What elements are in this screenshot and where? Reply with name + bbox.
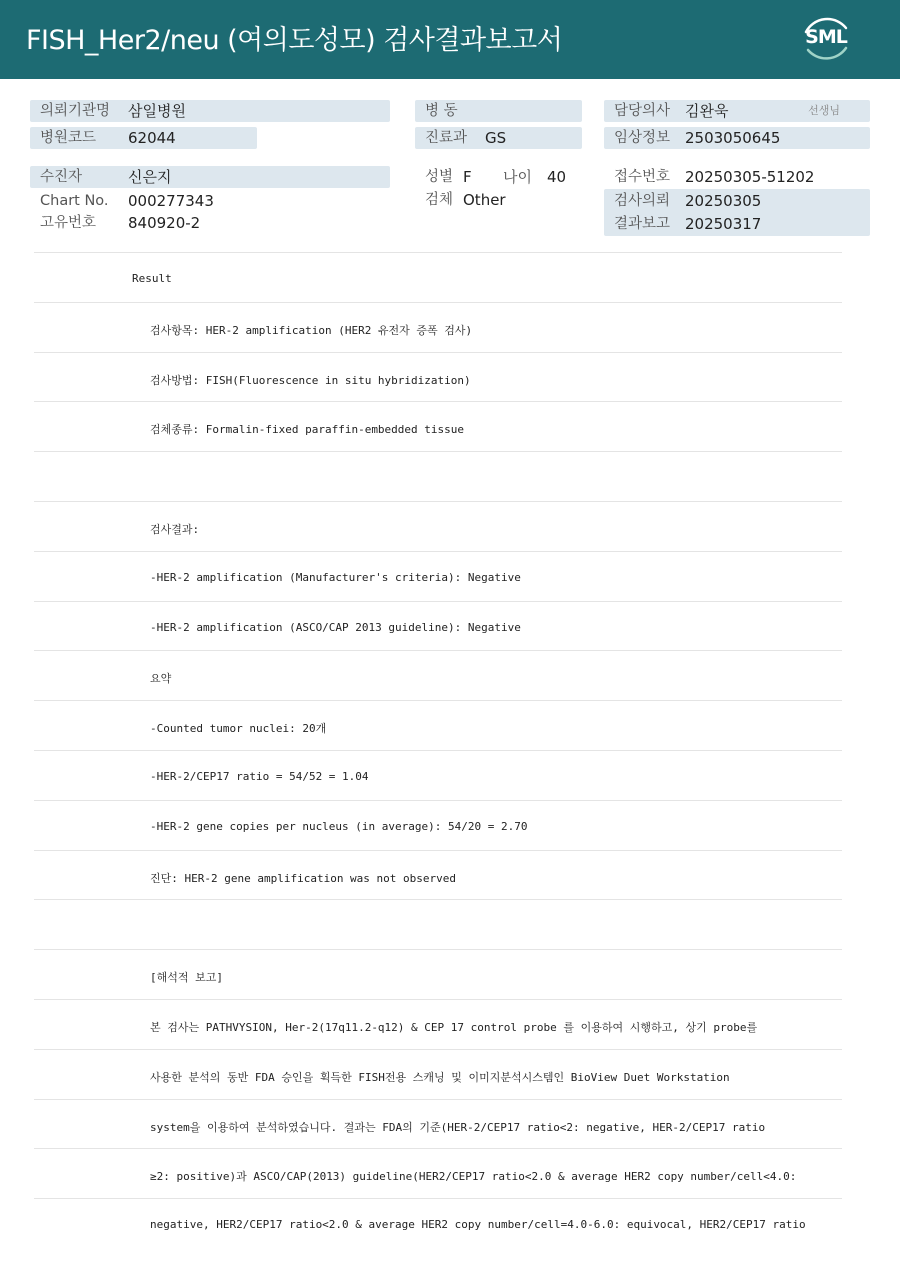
result-row-text: Result [132, 272, 172, 285]
result-row [34, 700, 842, 750]
chart-no-field [30, 190, 390, 212]
result-row-text: 검사결과: [150, 522, 200, 536]
unique-no-value: 840920-2 [128, 214, 201, 232]
request-date-field [604, 189, 870, 236]
sml-logo [796, 10, 856, 68]
result-row [34, 451, 842, 501]
doctor-value: 김완욱 [685, 102, 729, 120]
result-row-text: 진단: HER-2 gene amplification was not observed [150, 871, 457, 885]
report-header [0, 0, 900, 79]
unique-no-field [30, 212, 390, 234]
department-value: GS [485, 129, 507, 147]
receipt-no-value: 20250305-51202 [685, 168, 815, 186]
receipt-no-field [604, 166, 870, 188]
result-row [34, 601, 842, 651]
department-label: 진료과 [425, 130, 468, 146]
result-body [34, 252, 842, 1248]
result-row [34, 401, 842, 451]
result-row [34, 850, 842, 900]
result-row [34, 252, 842, 302]
result-row-text: 요약 [150, 672, 172, 686]
doctor-label: 담당의사 [614, 103, 671, 119]
result-row [34, 949, 842, 999]
department-field [415, 127, 582, 149]
clinical-info-label: 임상정보 [614, 130, 671, 146]
report-date-label: 결과보고 [614, 216, 671, 232]
result-row-text: negative, HER2/CEP17 ratio<2.0 & average HER2 copy number/cell=4.0-6.0: equivocal, HER2/CEP17 ratio [150, 1218, 806, 1232]
result-row-text: 본 검사는 PATHVYSION, Her-2(17q11.2-q12) & CEP 17 control probe 를 이용하여 시행하고, 상기 probe를 [150, 1020, 758, 1034]
age-value: 40 [547, 168, 567, 186]
receipt-no-label: 접수번호 [614, 169, 671, 185]
request-date-label: 검사의뢰 [614, 193, 671, 209]
result-row [34, 1198, 842, 1248]
result-row [34, 899, 842, 949]
hospital-code-field [30, 127, 257, 149]
ward-label: 병 동 [425, 103, 458, 119]
report-date-value: 20250317 [685, 215, 762, 233]
clinical-info-value: 2503050645 [685, 129, 781, 147]
institution-label: 의뢰기관명 [40, 103, 111, 119]
result-row [34, 1099, 842, 1149]
result-row-text: 검체종류: Formalin-fixed paraffin-embedded tissue [150, 423, 465, 437]
result-row [34, 999, 842, 1049]
result-row [34, 1148, 842, 1198]
result-row-text: -HER-2 amplification (ASCO/CAP 2013 guideline): Negative [150, 620, 521, 634]
clinical-info-field [604, 127, 870, 149]
result-row-text: [해석적 보고] [150, 971, 223, 985]
result-row-text: -HER-2/CEP17 ratio = 54/52 = 1.04 [150, 769, 369, 783]
result-row [34, 501, 842, 551]
request-date-value: 20250305 [685, 192, 762, 210]
sex-value: F [463, 168, 472, 186]
ward-field [415, 100, 582, 122]
sex-age-field [415, 166, 582, 188]
patient-value: 신은지 [128, 168, 172, 186]
result-row [34, 750, 842, 800]
result-row [34, 650, 842, 700]
specimen-value: Other [463, 191, 506, 209]
result-row [34, 302, 842, 352]
doctor-field [604, 100, 870, 122]
specimen-label: 검체 [425, 192, 454, 208]
result-row-text: system을 이용하여 분석하였습니다. 결과는 FDA의 기준(HER-2/CEP17 ratio<2: negative, HER-2/CEP17 ratio [150, 1120, 766, 1134]
hospital-code-label: 병원코드 [40, 130, 97, 146]
chart-no-value: 000277343 [128, 192, 214, 210]
result-row-text: 검사방법: FISH(Fluorescence in situ hybridization) [150, 373, 471, 387]
result-row-text: -Counted tumor nuclei: 20개 [150, 722, 327, 736]
institution-field [30, 100, 390, 122]
result-row [34, 352, 842, 402]
result-row [34, 800, 842, 850]
institution-value: 삼일병원 [128, 102, 186, 120]
patient-field [30, 166, 390, 188]
age-label: 나이 [503, 168, 532, 186]
doctor-suffix: 선생님 [808, 104, 840, 117]
result-row-text: ≥2: positive)과 ASCO/CAP(2013) guideline(HER2/CEP17 ratio<2.0 & average HER2 copy number/cell<4.0: [150, 1170, 797, 1184]
result-row [34, 551, 842, 601]
sex-label: 성별 [425, 169, 454, 185]
patient-label: 수진자 [40, 169, 83, 185]
result-row [34, 1049, 842, 1099]
specimen-field [415, 189, 582, 211]
result-row-text: -HER-2 amplification (Manufacturer's criteria): Negative [150, 570, 521, 584]
report-title: FISH_Her2/neu (여의도성모) 검사결과보고서 [26, 25, 563, 56]
result-row-text: -HER-2 gene copies per nucleus (in average): 54/20 = 2.70 [150, 819, 528, 833]
hospital-code-value: 62044 [128, 129, 176, 147]
result-row-text: 사용한 분석의 동반 FDA 승인을 획득한 FISH전용 스캐닝 및 이미지분석시스템인 BioView Duet Workstation [150, 1070, 730, 1084]
result-row-text: 검사항목: HER-2 amplification (HER2 유전자 증폭 검사) [150, 323, 473, 337]
chart-no-label: Chart No. [40, 193, 109, 209]
sml-logo-text: SML [805, 26, 847, 48]
unique-no-label: 고유번호 [40, 215, 97, 231]
